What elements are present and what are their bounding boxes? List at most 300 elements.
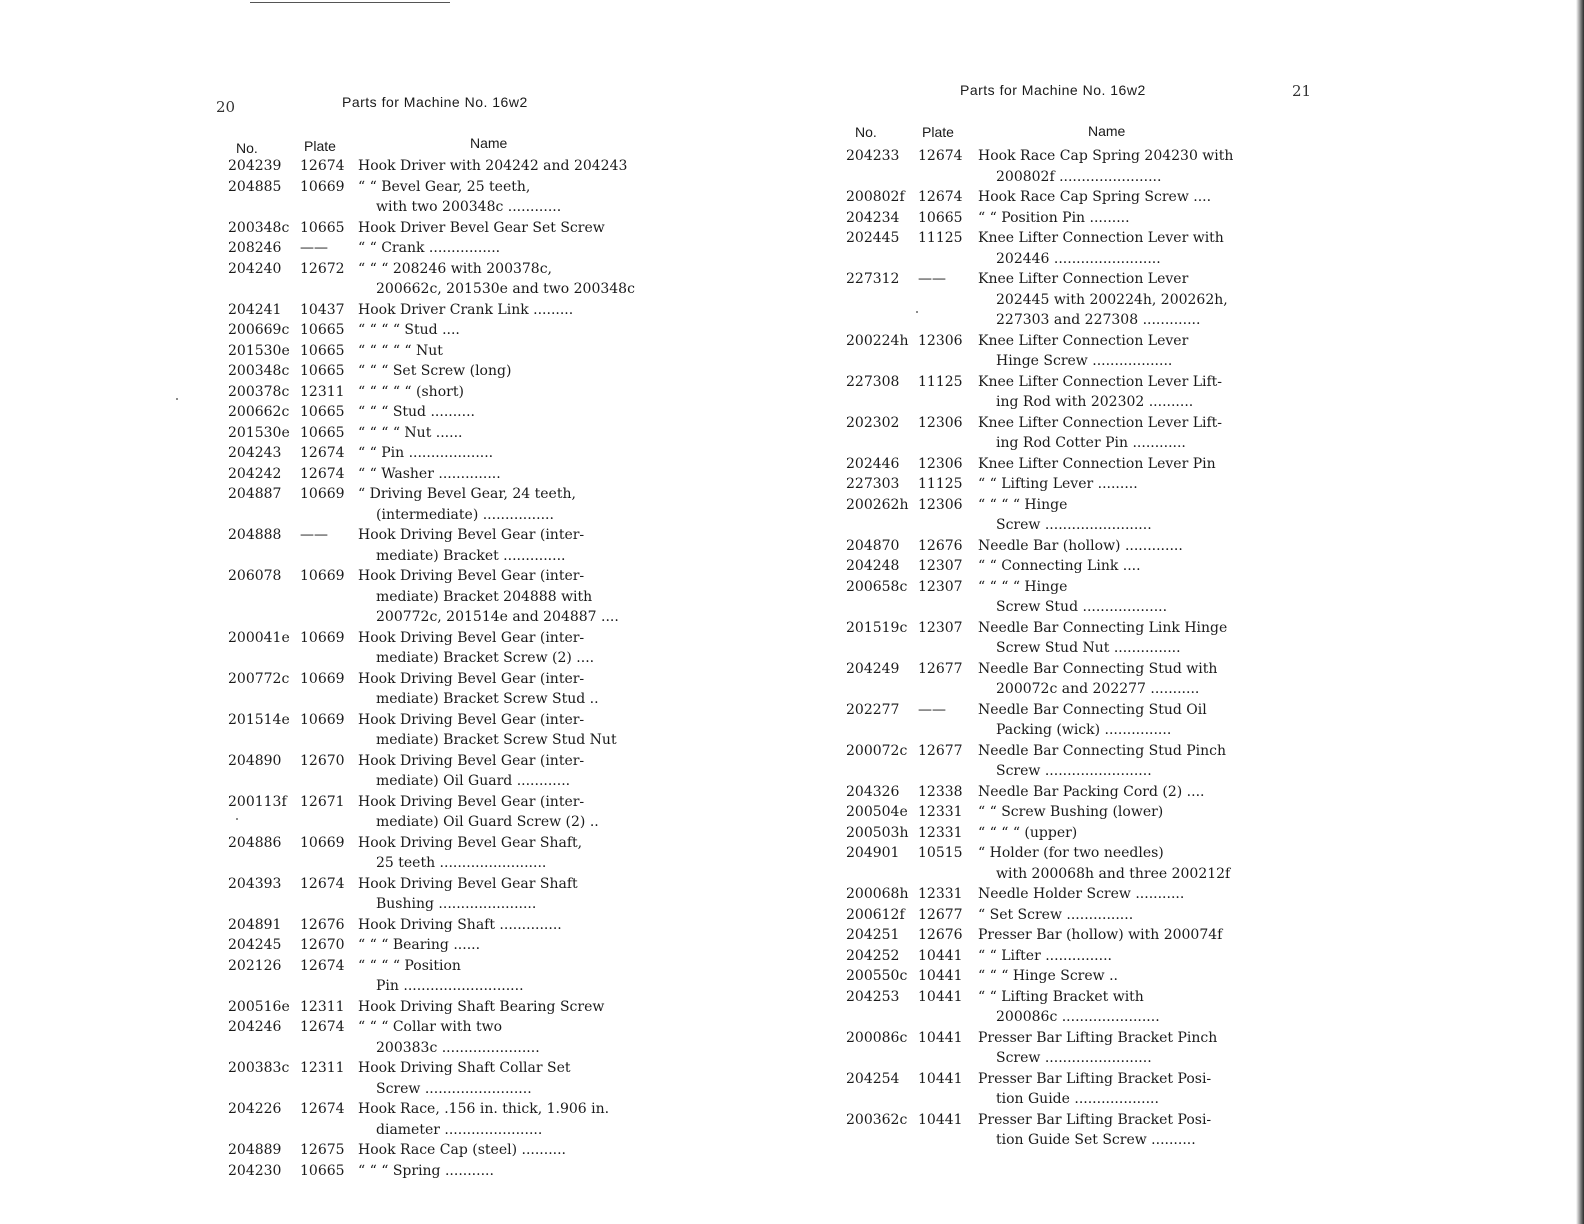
part-number: 200348c [228,219,290,236]
part-entry [228,1140,668,1161]
part-name [358,874,664,915]
part-number: 204233 [846,148,900,164]
part-name-line: Hook Race Cap (steel) .......... [358,1142,566,1158]
part-name-line: Pin ........................... [376,978,524,994]
plate-number: —— [918,701,946,718]
part-name-line: 227303 and 227308 ............. [996,312,1201,328]
part-name-line: “ “ Bevel Gear, 25 teeth, [358,178,531,195]
part-entry [228,956,668,997]
plate-number: 12306 [918,332,963,349]
part-number: 204241 [228,301,282,318]
right-page [792,0,1584,1224]
part-name-line: Needle Bar Connecting Stud Pinch [978,742,1227,759]
part-name [358,423,664,444]
part-entry [228,1017,668,1058]
part-name-line: Needle Bar Connecting Stud with [978,660,1218,677]
part-name [978,618,1266,659]
part-name-line: mediate) Bracket 204888 with [376,588,593,605]
part-name-line: Screw Stud Nut ............... [996,640,1181,656]
part-name-line: (intermediate) ................ [376,506,554,523]
part-entry [846,372,1276,413]
part-entry [846,208,1276,229]
part-name-line: “ “ Connecting Link .... [978,558,1141,574]
part-name-line: 200072c and 202277 ........... [996,681,1200,697]
plate-number: 12674 [300,445,345,461]
page-number: 21 [1292,82,1312,100]
part-name-line: Needle Holder Screw ........... [978,886,1185,902]
plate-number: 12311 [300,1060,345,1076]
part-name-line: Presser Bar Lifting Bracket Pinch [978,1029,1218,1046]
part-name-line: 25 teeth ........................ [376,855,547,871]
part-name [358,156,664,177]
part-entry [228,341,668,362]
part-number: 204242 [228,465,282,482]
part-name-line: Hook Driving Shaft Bearing Screw [358,998,605,1015]
part-name-line: “ “ “ “ Stud .... [358,322,460,338]
part-name-line: Screw ........................ [996,1050,1152,1066]
part-name [978,536,1266,557]
part-name [978,741,1266,782]
part-entry [846,454,1276,475]
page-edge-shadow [1576,0,1584,1224]
plate-number: 10665 [300,424,345,441]
part-entry [846,659,1276,700]
part-name-line: Hook Driving Bevel Gear (inter- [358,752,585,769]
plate-number: 10441 [918,1070,963,1087]
part-name-line: Hook Driving Bevel Gear (inter- [358,670,585,687]
column-header-plate: Plate [922,124,954,140]
part-name-line: Hook Driving Bevel Gear (inter- [358,629,585,646]
part-name-line: “ “ Position Pin ......... [978,209,1130,226]
part-name [358,792,664,833]
part-number: 204901 [846,845,900,861]
plate-number: 10669 [300,629,345,646]
part-name-line: “ “ “ “ Hinge [978,496,1068,513]
part-name [978,925,1266,946]
part-number: 204248 [846,558,900,574]
part-name [978,577,1266,618]
part-name-line: Hook Race Cap Spring 204230 with [978,148,1234,164]
part-number: 227303 [846,476,900,492]
plate-number: 12677 [918,742,963,759]
part-number: 201530e [228,342,290,359]
part-name-line: “ “ Lifting Lever ......... [978,476,1138,492]
part-name-line: Needle Bar Connecting Stud Oil [978,701,1207,718]
part-name-line: “ “ “ Set Screw (long) [358,363,512,379]
part-name-line: 202445 with 200224h, 200262h, [996,291,1228,308]
part-name-line: Bushing ...................... [376,896,537,912]
part-entry [228,320,668,341]
part-number: 208246 [228,240,282,256]
part-name-line: Knee Lifter Connection Lever Lift- [978,373,1223,390]
plate-number: 12307 [918,578,963,595]
part-entry [228,300,668,321]
part-name [978,802,1266,823]
part-number: 204243 [228,445,282,461]
page-number: 20 [216,98,236,116]
part-name-line: “ “ “ Bearing ...... [358,937,481,953]
part-name-line: Packing (wick) ............... [996,722,1172,738]
part-name-line: tion Guide Set Screw .......... [996,1132,1196,1148]
part-name-line: “ “ “ “ (upper) [978,824,1078,841]
part-name-line: mediate) Bracket Screw (2) .... [376,650,595,666]
plate-number: 10669 [300,178,345,195]
plate-number: 12674 [300,1101,345,1117]
plate-number: 10665 [918,209,963,226]
part-entry [846,1110,1276,1151]
part-number: 204890 [228,752,282,769]
part-name-line: Hook Race, .156 in. thick, 1.906 in. [358,1101,610,1117]
part-name [978,146,1266,187]
part-name [978,1110,1266,1151]
part-name-line: Knee Lifter Connection Lever Pin [978,455,1216,472]
part-number: 200072c [846,742,908,759]
part-name [978,884,1266,905]
part-name [978,228,1266,269]
plate-number: 10441 [918,1029,963,1046]
part-name-line: Presser Bar (hollow) with 200074f [978,927,1223,943]
plate-number: 10665 [300,363,345,379]
part-entry [228,177,668,218]
part-name-line: Hook Driver Crank Link ......... [358,301,574,318]
part-name-line: 200086c ...................... [996,1009,1160,1025]
part-entry [846,187,1276,208]
part-name-line: “ “ “ “ Position [358,957,461,974]
page-header: Parts for Machine No. 16w2 [342,94,528,110]
part-entry [846,966,1276,987]
part-name [978,413,1266,454]
plate-number: 12670 [300,937,345,953]
part-name [358,1099,664,1140]
plate-number: 12307 [918,619,963,636]
column-header-no: No. [855,124,877,140]
part-entry [846,495,1276,536]
part-name-line: Needle Bar Connecting Link Hinge [978,619,1228,636]
plate-number: —— [300,240,328,256]
part-number: 202126 [228,957,282,974]
part-name-line: ing Rod with 202302 .......... [996,394,1194,410]
part-number: 204249 [846,660,900,677]
part-name [978,823,1266,844]
part-name-line: mediate) Bracket Screw Stud .. [376,691,599,707]
plate-number: 11125 [918,476,963,492]
plate-number: 10441 [918,947,963,964]
part-number: 200383c [228,1060,290,1076]
part-name-line: Screw ........................ [996,763,1152,779]
part-number: 200802f [846,189,905,205]
part-entry [846,782,1276,803]
part-number: 204886 [228,834,282,851]
part-name [978,843,1266,884]
part-entry [228,1099,668,1140]
part-number: 227308 [846,373,900,390]
part-name [978,1028,1266,1069]
part-name-line: Hook Driving Shaft Collar Set [358,1060,571,1076]
plate-number: 12674 [300,158,345,174]
part-number: 204230 [228,1162,282,1179]
part-entry [228,1161,668,1182]
part-name [358,833,664,874]
part-number: 200662c [228,404,290,420]
part-name-line: “ “ “ “ Nut ...... [358,424,463,441]
part-entry [228,218,668,239]
part-name-line: Screw ........................ [376,1080,532,1097]
part-name-line: Needle Bar Packing Cord (2) .... [978,783,1205,800]
part-number: 200224h [846,332,909,349]
part-name [978,495,1266,536]
parts-list [846,146,1276,1151]
part-name-line: “ Set Screw ............... [978,906,1134,923]
part-name-line: Hook Driving Bevel Gear Shaft [358,875,578,892]
part-name-line: Presser Bar Lifting Bracket Posi- [978,1070,1212,1087]
part-number: 200068h [846,886,909,902]
part-entry [846,823,1276,844]
plate-number: 10669 [300,711,345,728]
part-number: 204234 [846,209,900,226]
part-entry [846,884,1276,905]
part-name-line: 202446 ........................ [996,250,1161,267]
part-name-line: Needle Bar (hollow) ............. [978,537,1183,554]
part-name-line: Hook Driving Bevel Gear (inter- [358,527,585,543]
column-header-no: No. [236,140,258,156]
plate-number: 12676 [918,537,963,554]
part-name [978,474,1266,495]
part-name [978,187,1266,208]
part-entry [228,361,668,382]
part-number: 204889 [228,1142,282,1158]
part-name-line: Hook Driving Bevel Gear Shaft, [358,834,583,851]
part-name [978,208,1266,229]
part-number: 227312 [846,271,900,287]
plate-number: 12672 [300,260,345,277]
part-entry [228,792,668,833]
part-name [358,320,664,341]
part-name [358,218,664,239]
part-entry [228,751,668,792]
part-name [358,956,664,997]
part-name [978,269,1266,331]
part-name [978,556,1266,577]
part-entry [846,700,1276,741]
plate-number: 12675 [300,1142,345,1158]
part-name [358,443,664,464]
part-name-line: Screw ........................ [996,517,1152,533]
plate-number: 12674 [300,875,345,892]
part-name-line: with 200068h and three 200212f [996,865,1231,882]
part-number: 204252 [846,947,900,964]
part-name-line: “ “ “ Collar with two [358,1019,502,1035]
plate-number: 10669 [300,486,345,502]
part-number: 204239 [228,158,282,174]
part-entry [228,484,668,525]
part-number: 200669c [228,322,290,338]
part-name-line: “ “ “ “ “ (short) [358,383,464,400]
part-name [358,341,664,362]
part-entry [846,925,1276,946]
part-name [358,484,664,525]
part-name-line: “ “ “ 208246 with 200378c, [358,260,553,277]
plate-number: 12676 [300,916,345,933]
plate-number: 12677 [918,660,963,677]
part-name [358,751,664,792]
part-entry [846,228,1276,269]
part-entry [846,618,1276,659]
part-name-line: ing Rod Cotter Pin ............ [996,435,1186,451]
part-name-line: Presser Bar Lifting Bracket Posi- [978,1111,1212,1128]
part-name-line: Hook Race Cap Spring Screw .... [978,189,1212,205]
part-name [358,1017,664,1058]
plate-number: 10441 [918,1111,963,1128]
part-entry [846,577,1276,618]
part-number: 200503h [846,824,909,841]
part-name-line: mediate) Oil Guard ............ [376,773,571,789]
part-name-line: Knee Lifter Connection Lever with [978,230,1224,246]
part-name-line: Knee Lifter Connection Lever [978,332,1189,349]
part-name-line: Hook Driving Bevel Gear (inter- [358,568,585,584]
part-number: 201530e [228,424,290,441]
part-number: 200362c [846,1111,908,1128]
part-name [358,628,664,669]
part-name-line: “ “ Crank ................ [358,240,501,256]
part-name-line: “ “ Pin ................... [358,445,494,461]
plate-number: 10515 [918,845,963,861]
part-name-line: Hook Driving Bevel Gear (inter- [358,793,585,810]
part-number: 202277 [846,701,900,718]
part-number: 204888 [228,527,282,543]
part-name [358,525,664,566]
part-entry [846,331,1276,372]
part-name [358,238,664,259]
part-name-line: mediate) Bracket .............. [376,547,566,564]
plate-number: 12311 [300,383,345,400]
part-name [358,997,664,1018]
part-name [978,659,1266,700]
part-name-line: “ “ Lifting Bracket with [978,988,1144,1005]
part-number: 200550c [846,968,908,984]
part-entry [846,146,1276,187]
plate-number: 10441 [918,988,963,1005]
part-name-line: “ “ “ “ “ Nut [358,342,443,359]
part-entry [228,628,668,669]
part-name [358,300,664,321]
part-name [978,782,1266,803]
plate-number: 12677 [918,906,963,923]
plate-number: 12671 [300,793,345,810]
part-entry [846,802,1276,823]
part-name [358,1140,664,1161]
part-number: 204254 [846,1070,900,1087]
part-number: 204891 [228,916,282,933]
plate-number: 12674 [300,465,345,482]
part-number: 200113f [228,793,287,810]
part-entry [228,1058,668,1099]
part-number: 204246 [228,1019,282,1035]
part-name-line: “ Holder (for two needles) [978,845,1164,861]
part-number: 200041e [228,629,290,646]
part-number: 204326 [846,783,900,800]
part-entry [846,905,1276,926]
column-header-name: Name [1088,123,1126,139]
part-entry [228,874,668,915]
part-entry [846,1069,1276,1110]
part-number: 206078 [228,568,282,584]
part-entry [228,464,668,485]
plate-number: 12331 [918,824,963,841]
part-name [358,177,664,218]
part-entry [846,536,1276,557]
part-number: 204870 [846,537,900,554]
part-entry [228,915,668,936]
parts-list [228,156,668,1181]
plate-number: 10665 [300,342,345,359]
part-name-line: mediate) Oil Guard Screw (2) .. [376,814,599,830]
part-number: 204240 [228,260,282,277]
part-entry [228,402,668,423]
part-name [358,566,664,628]
part-name-line: “ Driving Bevel Gear, 24 teeth, [358,486,576,502]
part-entry [228,156,668,177]
part-number: 200086c [846,1029,908,1046]
plate-number: —— [300,527,328,543]
part-name-line: “ “ “ Spring ........... [358,1162,494,1179]
part-number: 200348c [228,363,290,379]
plate-number: 10665 [300,1162,345,1179]
part-name-line: Knee Lifter Connection Lever Lift- [978,414,1223,431]
part-name [978,700,1266,741]
part-number: 201514e [228,711,290,728]
part-entry [846,843,1276,884]
plate-number: 12674 [918,189,963,205]
column-header-plate: Plate [304,138,336,154]
part-entry [228,997,668,1018]
part-name [978,331,1266,372]
column-header-name: Name [470,135,508,151]
part-number: 204226 [228,1101,282,1117]
part-name-line: 200662c, 201530e and two 200348c [376,281,635,297]
plate-number: 12306 [918,496,963,513]
plate-number: 10669 [300,670,345,687]
plate-number: 12674 [300,957,345,974]
part-name [358,935,664,956]
part-entry [228,443,668,464]
part-name [978,1069,1266,1110]
plate-number: 10665 [300,404,345,420]
part-name [358,1058,664,1099]
part-number: 204393 [228,875,282,892]
part-number: 200772c [228,670,290,687]
part-number: 204251 [846,927,900,943]
part-number: 202446 [846,455,900,472]
part-name-line: mediate) Bracket Screw Stud Nut [376,732,617,748]
part-name-line: with two 200348c ............ [376,199,562,215]
part-name [358,402,664,423]
plate-number: —— [918,271,946,287]
plate-number: 12331 [918,804,963,820]
part-number: 204245 [228,937,282,953]
part-name-line: “ “ Washer .............. [358,465,501,482]
part-name [978,454,1266,475]
part-entry [228,525,668,566]
plate-number: 10437 [300,301,345,318]
part-number: 204887 [228,486,282,502]
plate-number: 11125 [918,230,963,246]
part-name-line: “ “ Lifter ............... [978,947,1112,964]
part-name [358,669,664,710]
plate-number: 12306 [918,455,963,472]
part-name-line: Hook Driving Shaft .............. [358,916,562,933]
plate-number: 12306 [918,414,963,431]
part-name-line: Hinge Screw .................. [996,353,1173,369]
